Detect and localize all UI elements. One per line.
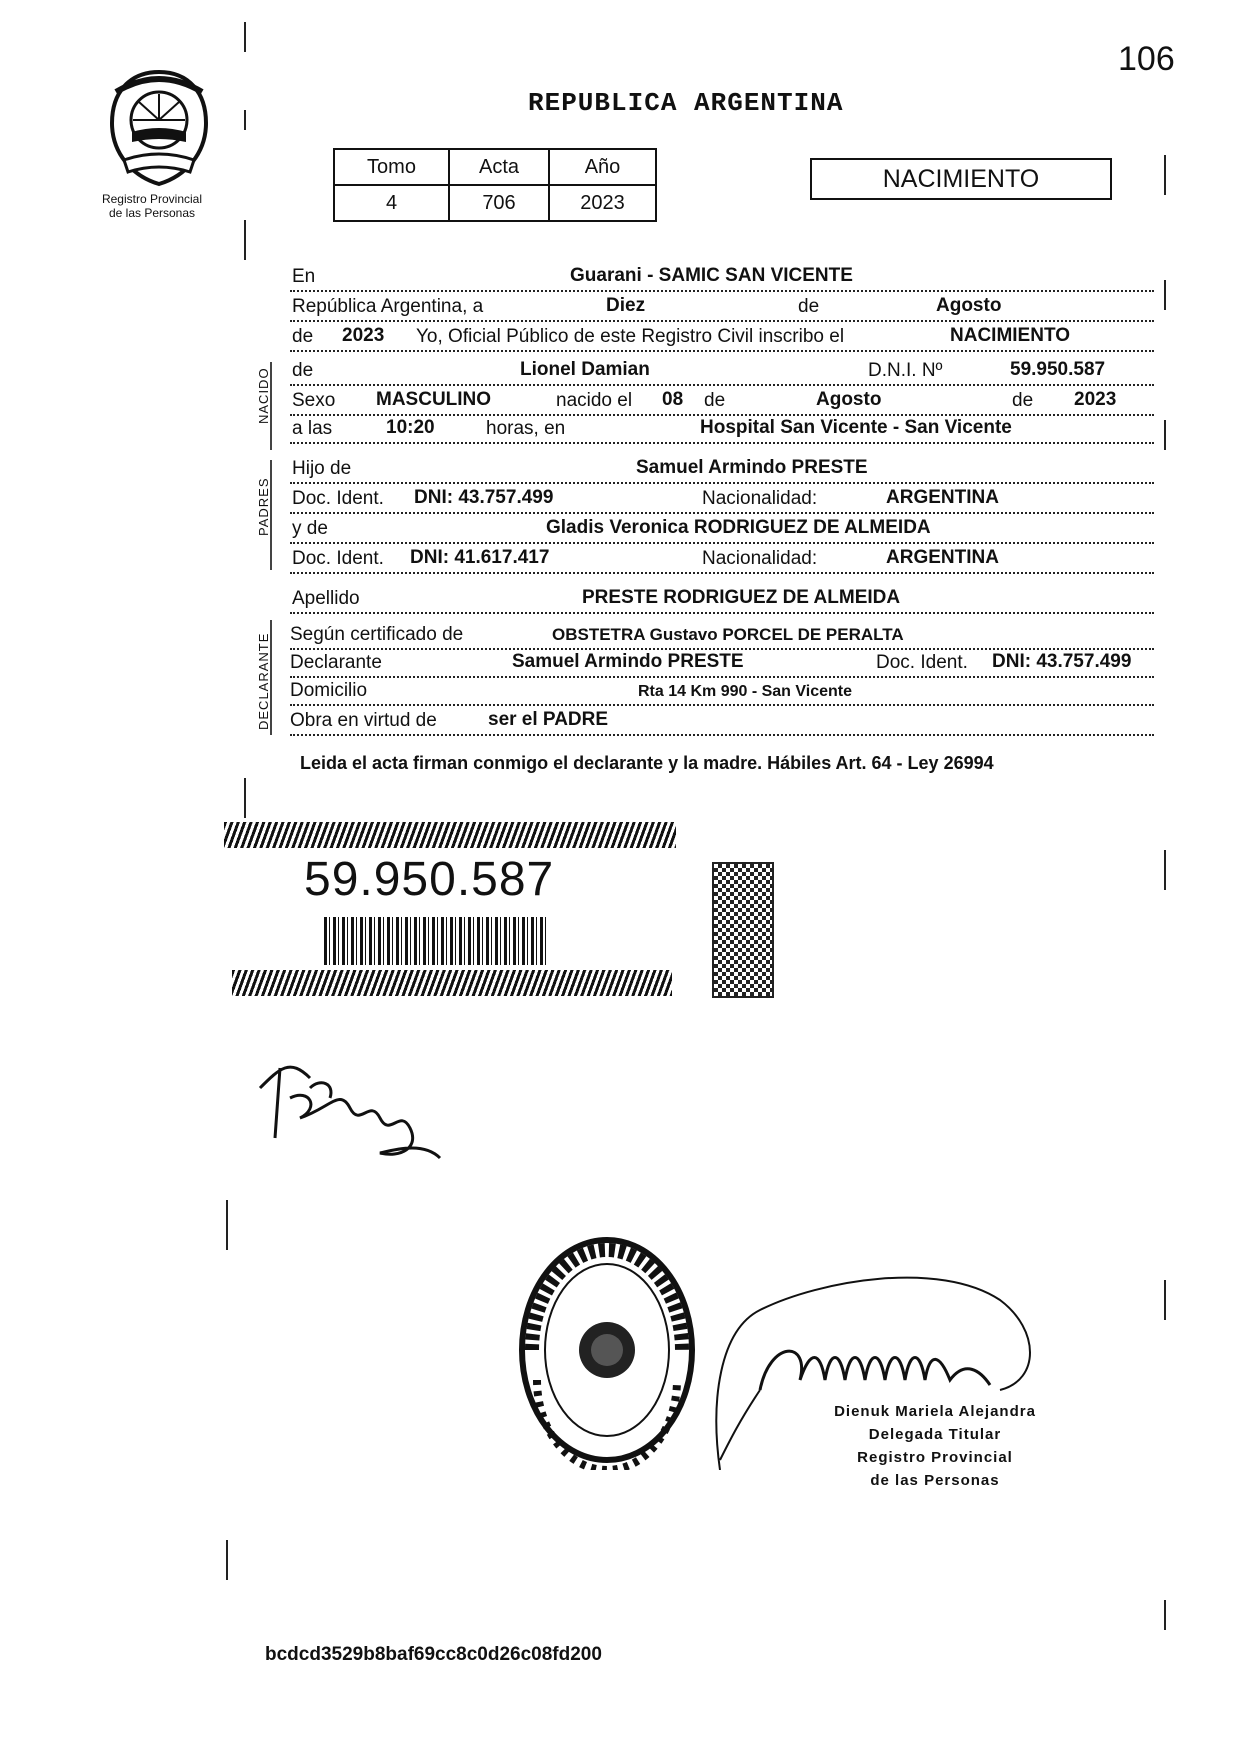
en-label: En [292,266,316,287]
margin-tick [1164,155,1166,195]
birth-month-value: Agosto [816,389,882,410]
margin-tick [226,1200,228,1250]
father-nat-value: ARGENTINA [886,487,999,508]
register-value-row [334,185,656,221]
margin-tick [244,778,246,818]
obra-value: ser el PADRE [488,709,609,730]
form-line-domicilio [290,676,1154,706]
logo-caption [82,192,222,220]
form-line-mother-doc [290,544,1154,574]
form-line-place [290,262,1154,292]
de-label-4: de [1012,390,1034,411]
decl-doc-value: DNI: 43.757.499 [992,651,1132,672]
yde-label: y de [292,518,328,539]
de-label-2: de [292,326,314,347]
year-value: 2023 [342,325,385,346]
official-org-1: Registro Provincial [857,1449,1013,1466]
mother-doc-value: DNI: 41.617.417 [410,547,550,568]
form-line-sex [290,386,1154,416]
yo-label: Yo, Oficial Público de este Registro Civil inscribo el [416,326,845,347]
de-label: de [798,296,820,317]
decl-doc-label: Doc. Ident. [876,652,968,673]
form-line-time [290,414,1154,444]
tomo-header: Tomo [334,149,449,185]
margin-tick [1164,280,1166,310]
mother-doc-label: Doc. Ident. [292,548,384,569]
a-las-label: a las [292,418,333,439]
apellido-value: PRESTE RODRIGUEZ DE ALMEIDA [582,587,901,608]
sexo-value: MASCULINO [376,389,492,410]
form-line-father [290,454,1154,484]
logo-caption-line-1: Registro Provincial [101,192,203,206]
acta-value: 706 [449,185,549,221]
cert-value: OBSTETRA Gustavo PORCEL DE PERALTA [552,625,904,644]
security-qr-pattern [712,862,774,998]
name-value: Lionel Damian [520,359,650,380]
page-number: 106 [1118,40,1175,78]
form-line-obra [290,706,1154,736]
official-role: Delegada Titular [868,1426,1002,1443]
document-title: REPUBLICA ARGENTINA [528,88,844,118]
act-type-box: NACIMIENTO [810,158,1112,200]
dni-label: D.N.I. Nº [868,360,943,381]
margin-tick [1164,850,1166,890]
official-name: Dienuk Mariela Alejandra [834,1403,1036,1420]
dni-value: 59.950.587 [1010,359,1106,380]
margin-tick [1164,420,1166,450]
birth-place-value: Hospital San Vicente - San Vicente [700,417,1012,438]
day-value: Diez [606,295,646,316]
margin-tick [244,220,246,260]
name-label: de [292,360,314,381]
horas-label: horas, en [486,418,566,439]
sexo-label: Sexo [292,390,336,411]
form-line-date [290,292,1154,322]
father-nat-label: Nacionalidad: [702,488,818,509]
form-line-name [290,356,1154,386]
anio-value: 2023 [549,185,656,221]
form-line-declarante [290,648,1154,678]
birth-day-value: 08 [662,389,684,410]
margin-tick [244,110,246,130]
obra-label: Obra en virtud de [290,710,437,731]
margin-tick [226,1540,228,1580]
birth-year-value: 2023 [1074,389,1117,410]
document-hash: bcdcd3529b8baf69cc8c0d26c08fd200 [265,1644,602,1665]
closing-statement: Leida el acta firman conmigo el declarante y la madre. Hábiles Art. 64 - Ley 26994 [300,753,994,773]
form-line-mother [290,514,1154,544]
declarant-signature-icon [250,1048,450,1178]
section-label-nacido: NACIDO [256,367,271,424]
form-line-cert [290,620,1154,650]
republica-label: República Argentina, a [292,296,484,317]
official-stamp-icon [512,1230,702,1470]
father-value: Samuel Armindo PRESTE [636,457,868,478]
mother-nat-value: ARGENTINA [886,547,999,568]
hijo-label: Hijo de [292,458,352,479]
place-value: Guarani - SAMIC SAN VICENTE [570,265,853,286]
declarante-value: Samuel Armindo PRESTE [512,651,744,672]
time-value: 10:20 [386,417,435,438]
dni-large-number: 59.950.587 [304,853,555,906]
nacido-label: nacido el [556,390,633,411]
act-value: NACIMIENTO [950,325,1070,346]
de-label-3: de [704,390,726,411]
security-pattern-bottom [232,970,672,996]
register-header-row [334,149,656,185]
section-label-padres: PADRES [256,477,271,536]
official-org-2: de las Personas [870,1472,1000,1489]
acta-header: Acta [449,149,549,185]
logo-caption-line-2: de las Personas [108,206,196,220]
declarante-label: Declarante [290,652,382,673]
father-doc-value: DNI: 43.757.499 [414,487,554,508]
domicilio-value: Rta 14 Km 990 - San Vicente [638,683,853,700]
form-line-father-doc [290,484,1154,514]
security-pattern-top [224,822,676,848]
form-line-apellido [290,584,1154,614]
mother-value: Gladis Veronica RODRIGUEZ DE ALMEIDA [546,517,931,538]
register-table [333,148,657,222]
month-value: Agosto [936,295,1002,316]
province-coat-of-arms-logo [104,68,214,188]
anio-header: Año [549,149,656,185]
margin-tick [244,22,246,52]
father-doc-label: Doc. Ident. [292,488,384,509]
cert-label: Según certificado de [290,624,464,645]
mother-nat-label: Nacionalidad: [702,548,818,569]
margin-tick [1164,1600,1166,1630]
section-label-declarante: DECLARANTE [256,632,271,730]
tomo-value: 4 [334,185,449,221]
apellido-label: Apellido [292,588,360,609]
barcode [324,917,548,965]
form-line-act [290,322,1154,352]
domicilio-label: Domicilio [290,680,368,701]
official-name-block [820,1400,1050,1492]
margin-tick [1164,1280,1166,1320]
